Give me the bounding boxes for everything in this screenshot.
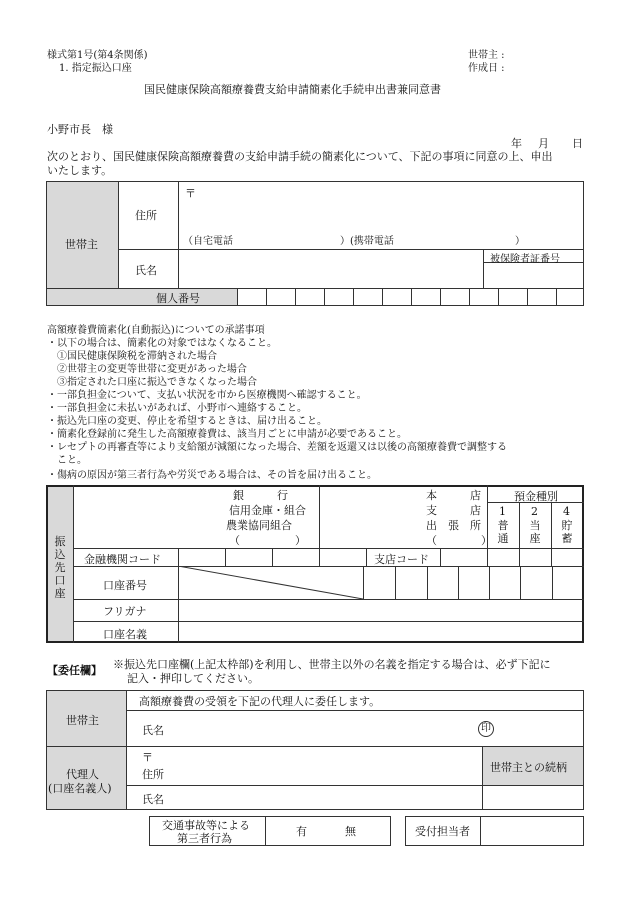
third-party-line1: 交通事故等による bbox=[162, 819, 250, 832]
terms-item: こと。 bbox=[47, 455, 87, 466]
branch-type-line1: 本 店 bbox=[426, 489, 481, 502]
terms-item: ・一部負担金に未払いがあれば、小野市へ連絡すること。 bbox=[47, 403, 307, 414]
household-head-label: 世帯主 : bbox=[468, 50, 505, 61]
agent-postal-mark: 〒 bbox=[142, 751, 153, 764]
receiver-label: 受付担当者 bbox=[415, 825, 470, 838]
third-party-line2: 第三者行為 bbox=[177, 832, 232, 845]
branch-type-line2: 支 店 bbox=[426, 504, 481, 517]
page-title: 国民健康保険高額療養費支給申請簡素化手続申出書兼同意書 bbox=[144, 83, 441, 96]
delegation-note-line1: ※振込先口座欄(上記太枠部)を利用し、世帯主以外の名義を指定する場合は、必ず下記に bbox=[113, 658, 551, 671]
account-number-label: 口座番号 bbox=[103, 579, 147, 592]
terms-item: ・以下の場合は、簡素化の対象ではなくなること。 bbox=[47, 338, 277, 349]
intro-text-line2: いたします。 bbox=[47, 164, 113, 177]
deposit-type-savings: 貯蓄 bbox=[561, 519, 573, 545]
deposit-type-label: 預金種別 bbox=[514, 490, 558, 503]
third-party-no[interactable]: 無 bbox=[345, 825, 356, 838]
delegation-name-label: 氏名 bbox=[142, 724, 164, 737]
postal-mark: 〒 bbox=[185, 187, 196, 200]
terms-heading: 高額療養費簡素化(自動振込)についての承諾事項 bbox=[47, 325, 265, 336]
created-date-label: 作成日 : bbox=[468, 63, 505, 74]
furigana-label: フリガナ bbox=[103, 605, 147, 618]
terms-item: ・簡素化登録前に発生した高額療養費は、該当月ごとに申請が必要であること。 bbox=[47, 429, 407, 440]
terms-item: ・一部負担金について、支払い状況を市から医療機関へ確認すること。 bbox=[47, 390, 367, 401]
deposit-type-number: 4 bbox=[563, 505, 570, 518]
bank-type-line2: 信用金庫・組合 bbox=[229, 504, 306, 517]
home-phone-label: （自宅電話 bbox=[183, 236, 233, 247]
third-party-yes[interactable]: 有 bbox=[296, 825, 307, 838]
bank-type-line1: 銀 行 bbox=[233, 489, 288, 502]
insured-number-label: 被保険者証番号 bbox=[490, 254, 560, 265]
account-number-diagonal bbox=[178, 566, 363, 599]
mobile-phone-label: ）(携帯電話 bbox=[340, 236, 394, 247]
section-title: 1. 指定振込口座 bbox=[59, 63, 132, 74]
terms-item: ・レセプトの再審査等により支給額が減額になった場合、差額を返還又は以後の高額療養費で調整する bbox=[47, 442, 507, 453]
agent-address-label: 住所 bbox=[142, 768, 164, 781]
phone-close-paren: ） bbox=[515, 236, 525, 247]
delegation-note-line2: 記入・押印してください。 bbox=[127, 672, 259, 685]
terms-item: ①国民健康保険税を滞納された場合 bbox=[47, 351, 217, 362]
delegation-head-label: 世帯主 bbox=[66, 714, 99, 727]
date-day: 日 bbox=[572, 137, 583, 150]
intro-text-line1: 次のとおり、国民健康保険高額療養費の支給申請手続の簡素化について、下記の事項に同意の上、申出 bbox=[47, 150, 553, 163]
delegation-statement: 高額療養費の受領を下記の代理人に委任します。 bbox=[139, 695, 381, 708]
deposit-type-number: 2 bbox=[531, 505, 538, 518]
branch-code-label: 支店コード bbox=[374, 553, 429, 566]
terms-item: ・傷病の原因が第三者行為や労災である場合は、その旨を届け出ること。 bbox=[47, 470, 377, 481]
applicant-row-label: 世帯主 bbox=[65, 238, 98, 251]
seal-mark-icon: 印 bbox=[478, 721, 494, 737]
relation-label: 世帯主との続柄 bbox=[490, 761, 567, 774]
terms-item: ・振込先口座の変更、停止を希望するときは、届け出ること。 bbox=[47, 416, 327, 427]
agent-label-line2: (口座名義人) bbox=[48, 782, 112, 795]
addressee: 小野市長 様 bbox=[47, 123, 113, 136]
date-month: 月 bbox=[538, 137, 549, 150]
branch-type-line3: 出 張 所 bbox=[426, 519, 481, 532]
agent-label-line1: 代理人 bbox=[66, 768, 99, 781]
name-label: 氏名 bbox=[135, 264, 157, 277]
address-label: 住所 bbox=[135, 209, 157, 222]
form-number: 様式第1号(第4条関係) bbox=[47, 50, 148, 61]
date-year: 年 bbox=[511, 137, 522, 150]
deposit-type-ordinary: 普通 bbox=[497, 519, 509, 545]
agent-name-label: 氏名 bbox=[142, 793, 164, 806]
personal-number-label: 個人番号 bbox=[156, 292, 200, 305]
deposit-type-checking: 当座 bbox=[529, 519, 541, 545]
bank-side-label: 振込先口座 bbox=[54, 535, 66, 600]
deposit-type-number: 1 bbox=[499, 505, 506, 518]
delegation-heading: 【委任欄】 bbox=[47, 664, 102, 677]
branch-type-line4: （ ） bbox=[426, 534, 492, 547]
bank-type-line3: 農業協同組合 bbox=[226, 519, 292, 532]
terms-item: ②世帯主の変更等世帯に変更があった場合 bbox=[47, 364, 247, 375]
account-holder-label: 口座名義 bbox=[103, 628, 147, 641]
terms-item: ③指定された口座に振込できなくなった場合 bbox=[47, 377, 257, 388]
institution-code-label: 金融機関コード bbox=[84, 553, 161, 566]
bank-type-line4: （ ） bbox=[229, 534, 306, 547]
